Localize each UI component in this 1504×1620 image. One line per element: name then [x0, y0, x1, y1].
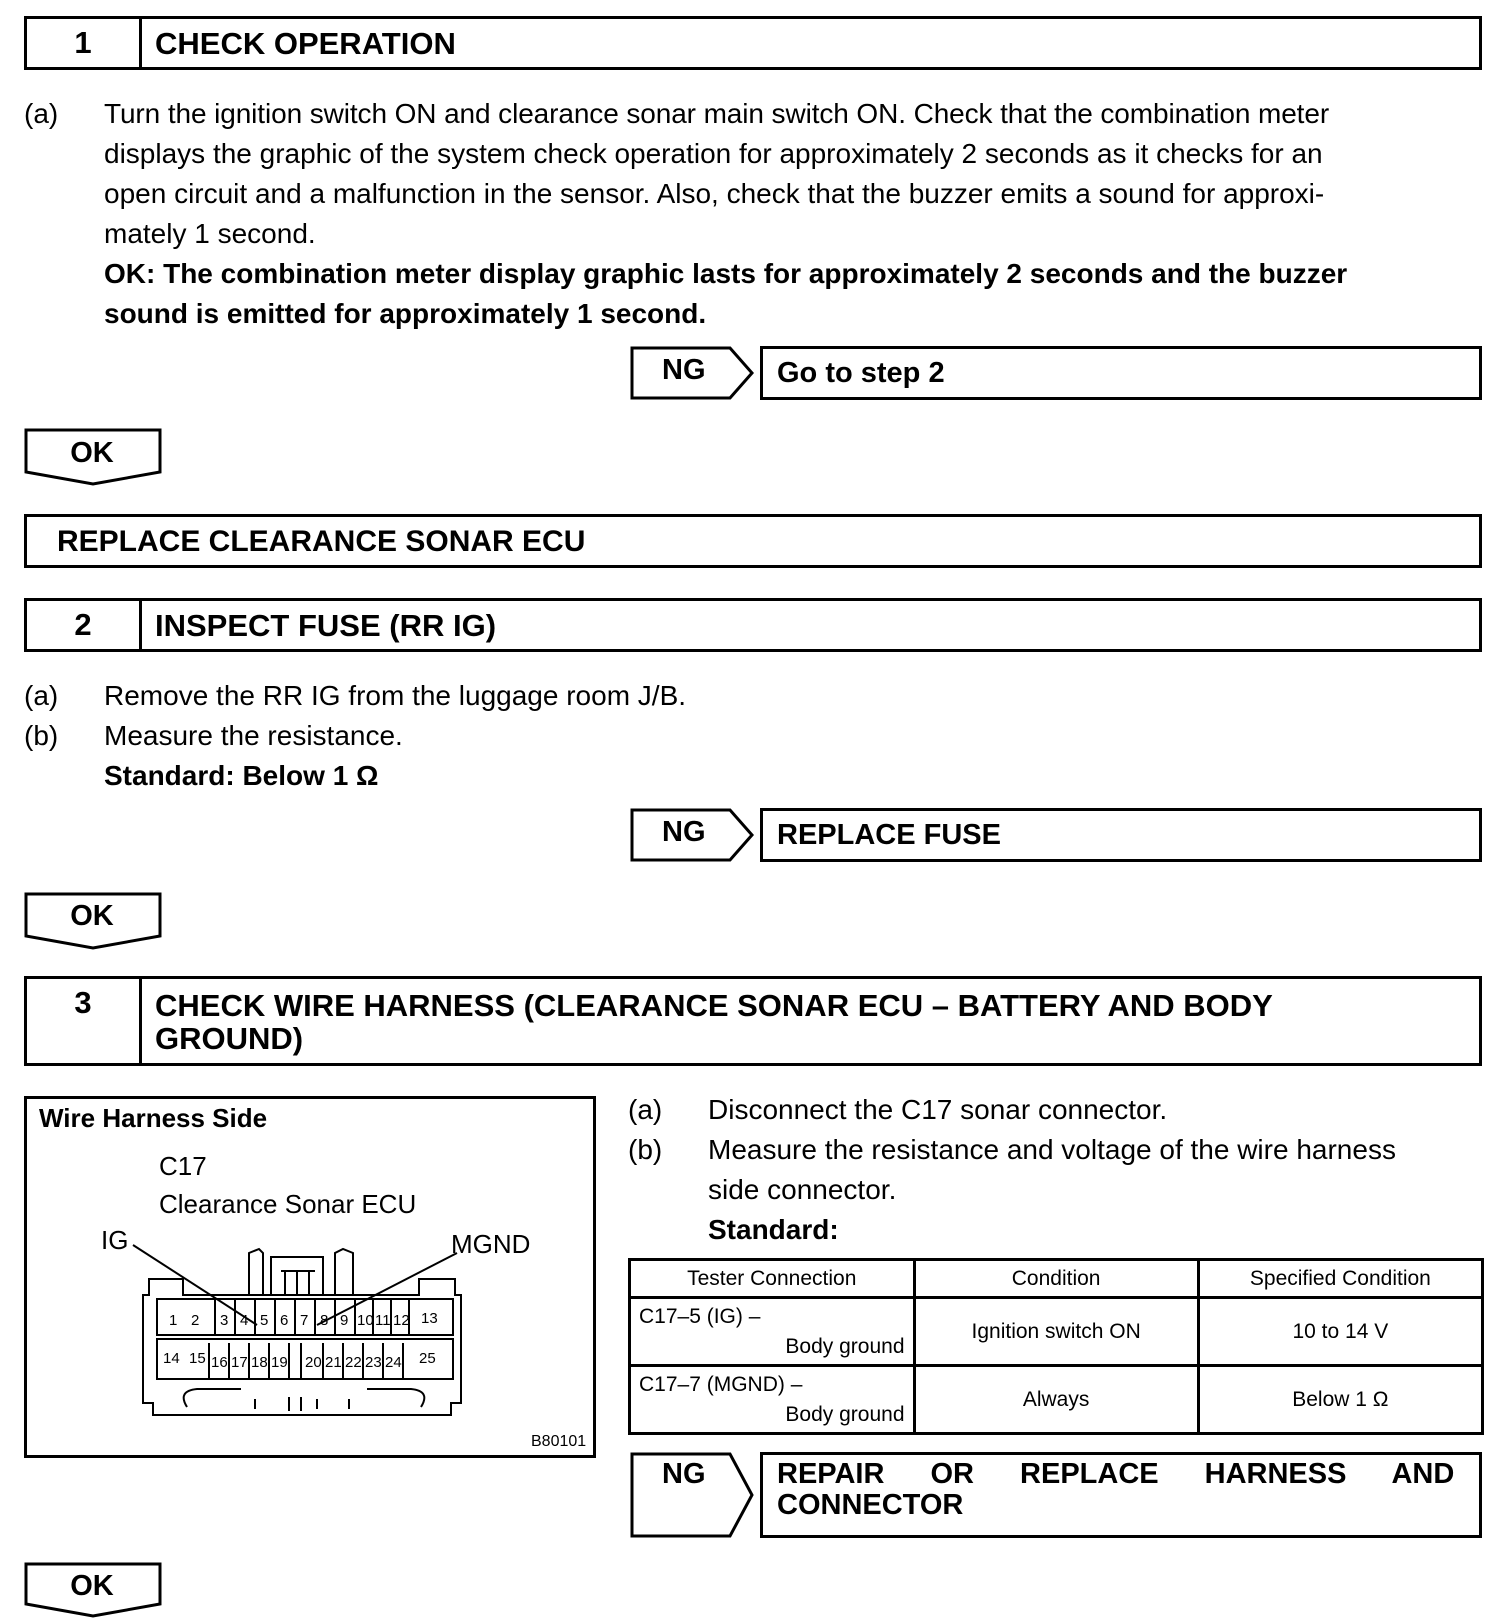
pin-14: 14: [163, 1350, 180, 1367]
step-2-title: INSPECT FUSE (RR IG): [155, 608, 497, 643]
pin-1: 1: [169, 1312, 178, 1329]
connector-id: C17: [159, 1151, 207, 1181]
step-1-ng-label: NG: [662, 354, 706, 386]
table-row: [630, 1366, 1483, 1434]
step-2-ok-label: OK: [70, 900, 114, 932]
step-3-title: [155, 989, 1469, 1055]
step-1-ng-result: Go to step 2: [777, 357, 945, 389]
pin-6: 6: [280, 1312, 289, 1329]
row-1-condition: Ignition switch ON: [914, 1298, 1198, 1366]
connector-name: Clearance Sonar ECU: [159, 1189, 417, 1219]
row-1-connection-line-1: C17–5 (IG) –: [639, 1304, 761, 1328]
pin-17: 17: [231, 1354, 248, 1371]
pin-10: 10: [357, 1312, 374, 1329]
header-specified-condition: Specified Condition: [1198, 1260, 1482, 1298]
connector-drawing: [27, 1099, 593, 1455]
step-1-title: CHECK OPERATION: [155, 26, 456, 61]
step-3-header: [24, 976, 1482, 1066]
row-2-connection-line-2: Body ground: [785, 1402, 905, 1426]
pin-8: 8: [320, 1312, 329, 1329]
step-1-item-a-line-4: mately 1 second.: [104, 218, 316, 249]
pin-19: 19: [271, 1354, 288, 1371]
step-1-ok-line-1: OK: The combination meter display graphic lasts for approximately 2 seconds and the buzzer: [104, 258, 1348, 289]
row-2-spec: Below 1 Ω: [1198, 1366, 1482, 1434]
step-3-ng-label: NG: [662, 1458, 706, 1490]
step-3-ng-result-line-1: REPAIR OR REPLACE HARNESS AND: [777, 1458, 1455, 1490]
pin-20: 20: [305, 1354, 322, 1371]
row-1-spec: 10 to 14 V: [1198, 1298, 1482, 1366]
step-1-header: [24, 16, 1482, 70]
step-1-ok-result: REPLACE CLEARANCE SONAR ECU: [57, 525, 586, 558]
pin-23: 23: [365, 1354, 382, 1371]
step-3-ng-result-box: [760, 1452, 1482, 1538]
step-2-ng-result-box: [760, 808, 1482, 862]
step-3-item-a: Disconnect the C17 sonar connector.: [708, 1094, 1168, 1125]
header-condition: Condition: [914, 1260, 1198, 1298]
image-code: B80101: [531, 1433, 587, 1450]
step-2-item-a: Remove the RR IG from the luggage room J/B.: [104, 680, 687, 711]
diagram-heading: Wire Harness Side: [39, 1103, 268, 1133]
label-mgnd: MGND: [451, 1229, 531, 1259]
step-1-ok-label: OK: [70, 437, 114, 469]
pin-9: 9: [340, 1312, 349, 1329]
spec-table: [628, 1258, 1484, 1435]
row-1-connection-line-2: Body ground: [785, 1334, 905, 1358]
step-1-item-a-line-2: displays the graphic of the system check operation for approximately 2 seconds as it checks for an: [104, 138, 1323, 169]
step-1-number: 1: [27, 19, 142, 67]
pin-15: 15: [189, 1350, 206, 1367]
step-1-item-a-line-1: Turn the ignition switch ON and clearance sonar main switch ON. Check that the combination meter: [104, 98, 1330, 129]
step-3-number: 3: [27, 979, 142, 1063]
pin-3: 3: [220, 1312, 229, 1329]
step-3-ok-label: OK: [70, 1570, 114, 1602]
step-3-item-b-line-1: Measure the resistance and voltage of the wire harness: [708, 1134, 1396, 1165]
pin-21: 21: [325, 1354, 342, 1371]
pin-4: 4: [240, 1312, 249, 1329]
pin-18: 18: [251, 1354, 268, 1371]
step-2-ng-result: REPLACE FUSE: [777, 819, 1001, 851]
step-3-standard: Standard:: [708, 1214, 839, 1245]
step-1-item-a-line-3: open circuit and a malfunction in the sensor. Also, check that the buzzer emits a sound for approxi-: [104, 178, 1325, 209]
step-3-item-b-line-2: side connector.: [708, 1174, 897, 1205]
table-row: [630, 1298, 1483, 1366]
step-2-number: 2: [27, 601, 142, 649]
step-3-ng-result-line-2: CONNECTOR: [777, 1489, 964, 1521]
pin-22: 22: [345, 1354, 362, 1371]
step-1-ok-line-2: sound is emitted for approximately 1 second.: [104, 298, 707, 329]
pin-12: 12: [393, 1312, 410, 1329]
pin-24: 24: [385, 1354, 402, 1371]
step-3-title-line-1: CHECK WIRE HARNESS (CLEARANCE SONAR ECU – BATTERY AND BODY: [155, 988, 1273, 1023]
row-2-connection: [630, 1366, 915, 1434]
step-3-ng-result: [777, 1459, 1465, 1521]
step-1-ng-result-box: [760, 346, 1482, 400]
pin-5: 5: [260, 1312, 269, 1329]
pin-7: 7: [300, 1312, 309, 1329]
step-1-item-a-label: (a): [24, 98, 59, 129]
step-2-standard: Standard: Below 1 Ω: [104, 760, 379, 791]
pin-25: 25: [419, 1350, 436, 1367]
pin-2: 2: [191, 1312, 200, 1329]
step-3-title-line-2: GROUND): [155, 1021, 304, 1056]
step-2-header: [24, 598, 1482, 652]
label-ig: IG: [101, 1225, 129, 1255]
step-2-item-b-label: (b): [24, 720, 59, 751]
row-2-connection-line-1: C17–7 (MGND) –: [639, 1372, 803, 1396]
step-3-item-b-label: (b): [628, 1134, 663, 1165]
row-1-connection: [630, 1298, 915, 1366]
pin-11: 11: [375, 1312, 391, 1329]
step-2-ng-label: NG: [662, 816, 706, 848]
header-tester-connection: Tester Connection: [630, 1260, 915, 1298]
connector-diagram: [24, 1096, 596, 1458]
step-3-item-a-label: (a): [628, 1094, 663, 1125]
step-2-item-b: Measure the resistance.: [104, 720, 403, 751]
step-2-item-a-label: (a): [24, 680, 59, 711]
spec-table-header-row: [630, 1260, 1483, 1298]
row-2-condition: Always: [914, 1366, 1198, 1434]
step-1-ok-result-box: [24, 514, 1482, 568]
pin-16: 16: [211, 1354, 228, 1371]
step-1-item-a-text: [104, 94, 1484, 334]
pin-13: 13: [421, 1310, 438, 1327]
step-3-item-b: [708, 1130, 1484, 1210]
